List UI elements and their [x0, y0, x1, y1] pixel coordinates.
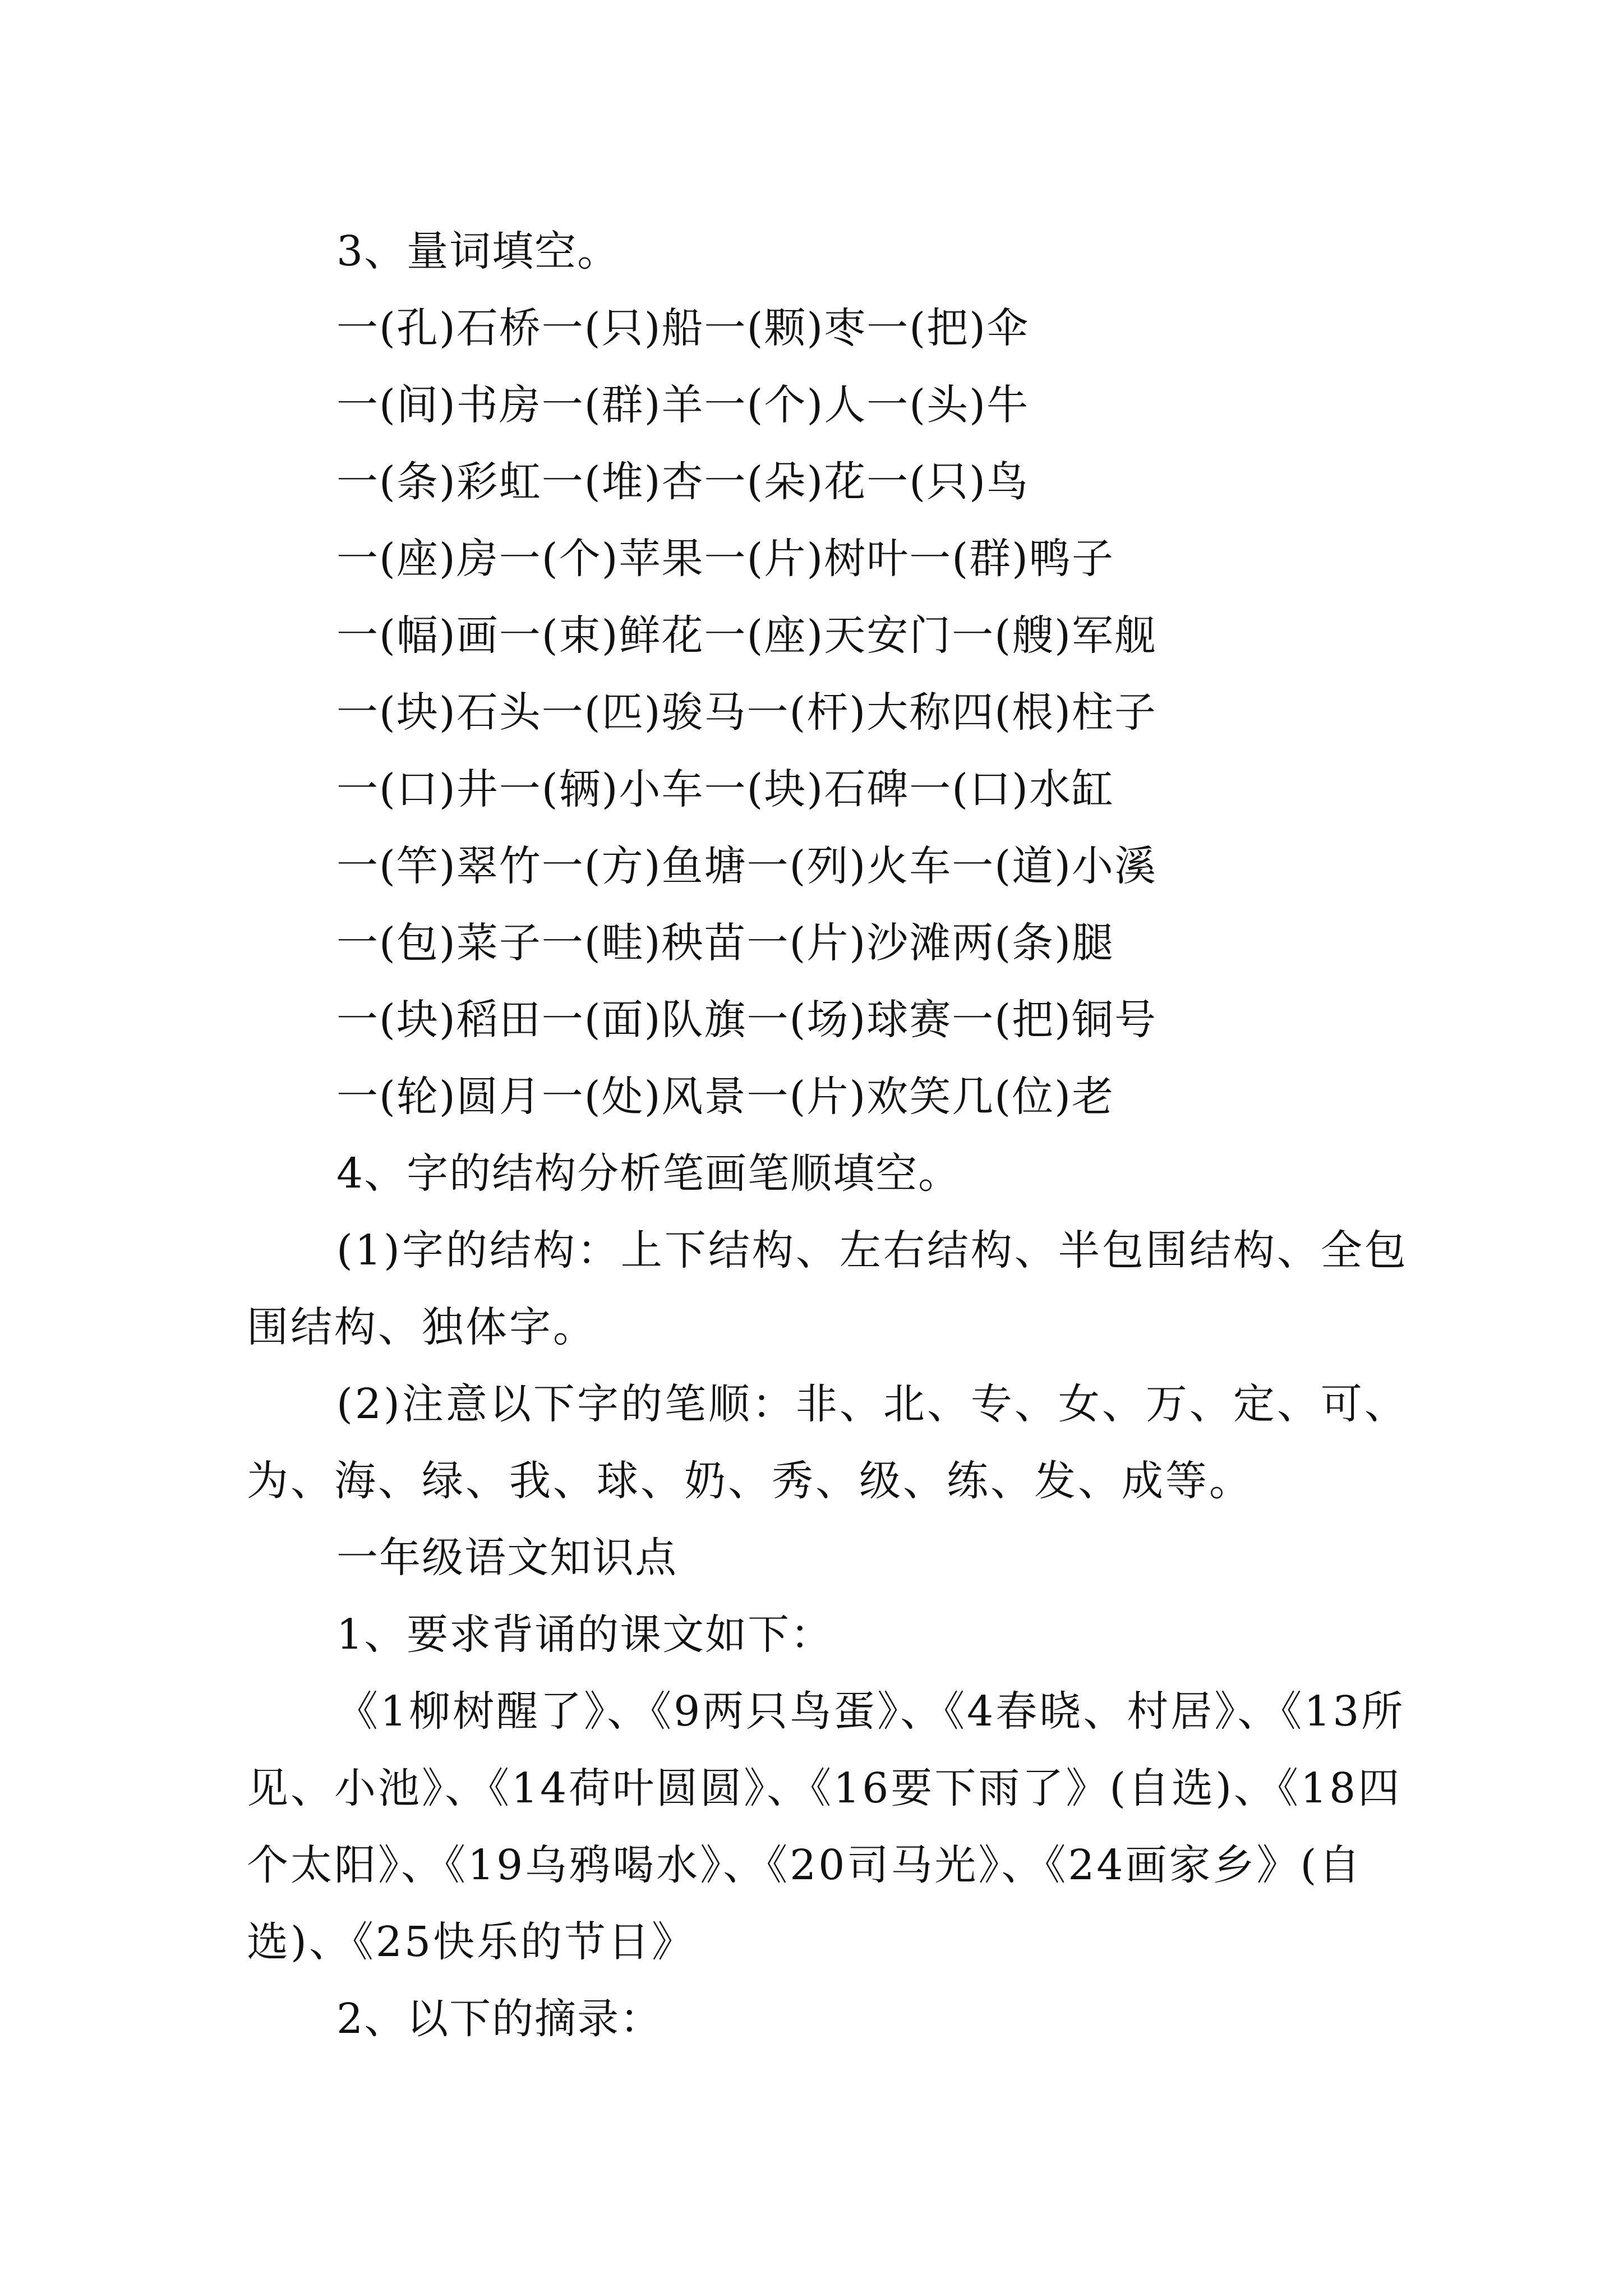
- measure-word-row: 一(轮)圆月一(处)风景一(片)欢笑几(位)老: [336, 1073, 1114, 1121]
- measure-word-row: 一(块)石头一(匹)骏马一(杆)大称四(根)柱子: [336, 688, 1157, 737]
- paragraph-recite-list: 《1柳树醒了》、《9两只鸟蛋》、《4春晓、村居》、《13所见、小池》、《14荷叶圆圆》、《16要下雨了》(自选)、《18四个太阳》、《19乌鸦喝水》、《20司马光》、《24画家乡》(自选)、《25快乐的节日》: [247, 1687, 1405, 1966]
- section-heading-character-structure: 4、字的结构分析笔画笔顺填空。: [336, 1149, 961, 1198]
- heading-recite-texts: 1、要求背诵的课文如下：: [336, 1611, 833, 1659]
- measure-word-row: 一(口)井一(辆)小车一(块)石碑一(口)水缸: [336, 765, 1114, 813]
- measure-word-row: 一(竿)翠竹一(方)鱼塘一(列)火车一(道)小溪: [336, 842, 1157, 890]
- measure-word-row: 一(包)菜子一(畦)秧苗一(片)沙滩两(条)腿: [336, 919, 1114, 967]
- heading-excerpts: 2、以下的摘录：: [336, 1995, 663, 2043]
- measure-word-row: 一(幅)画一(束)鲜花一(座)天安门一(艘)军舰: [336, 611, 1157, 660]
- section-title-grade1: 一年级语文知识点: [336, 1534, 677, 1582]
- measure-word-row: 一(条)彩虹一(堆)杏一(朵)花一(只)鸟: [336, 458, 1029, 506]
- measure-word-row: 一(孔)石桥一(只)船一(颗)枣一(把)伞: [336, 304, 1029, 352]
- measure-word-row: 一(块)稻田一(面)队旗一(场)球赛一(把)铜号: [336, 996, 1157, 1044]
- measure-word-row: 一(间)书房一(群)羊一(个)人一(头)牛: [336, 381, 1029, 429]
- paragraph-stroke-order: (2)注意以下字的笔顺：非、北、专、女、万、定、可、为、海、绿、我、球、奶、秀、级、练、发、成等。: [247, 1380, 1408, 1505]
- section-heading-measure-words: 3、量词填空。: [336, 227, 620, 275]
- paragraph-character-structure: (1)字的结构：上下结构、左右结构、半包围结构、全包围结构、独体字。: [247, 1226, 1408, 1351]
- document-body: [247, 213, 1413, 2058]
- measure-word-row: 一(座)房一(个)苹果一(片)树叶一(群)鸭子: [336, 535, 1114, 583]
